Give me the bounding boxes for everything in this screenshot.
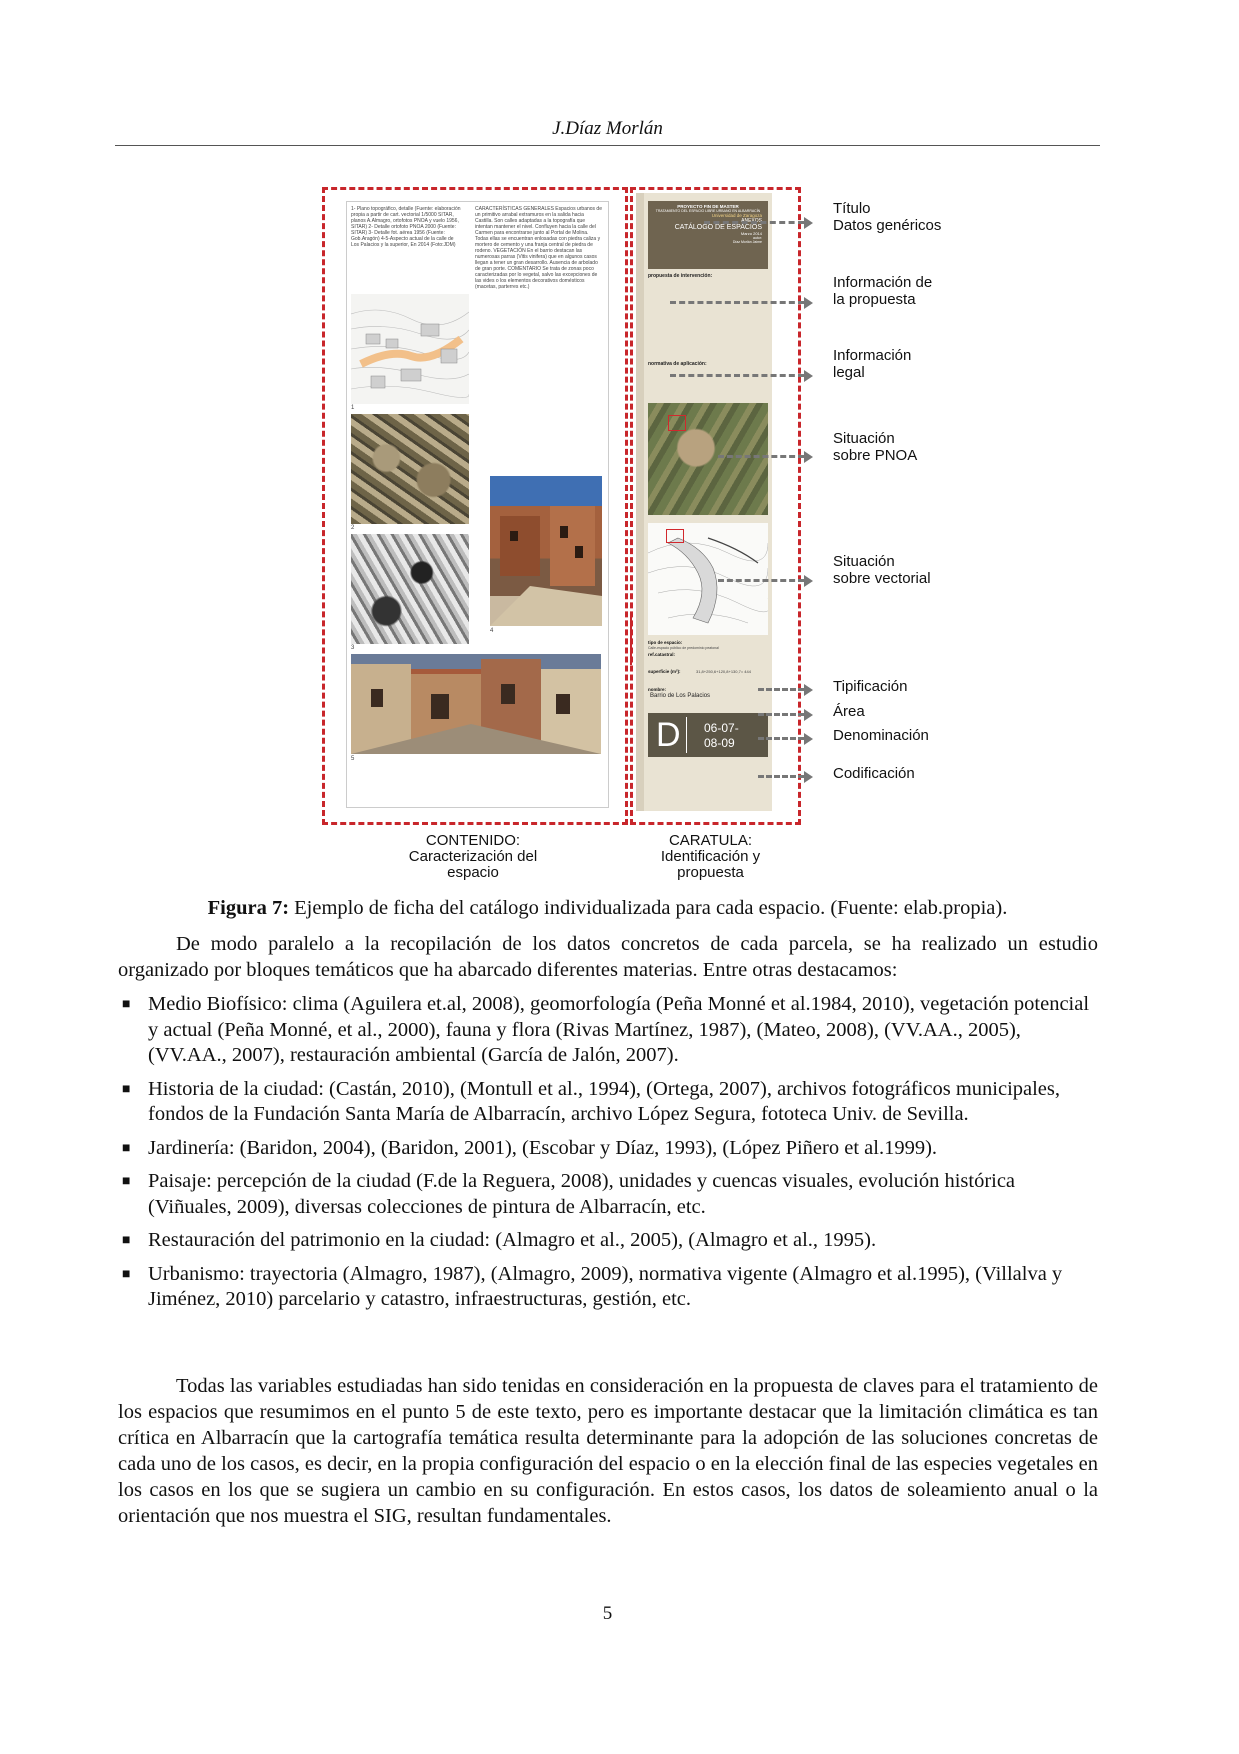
intro-paragraph: De modo paralelo a la recopilación de los datos concretos de cada parcela, se ha realizado un estudio organizado por bloques temáticos que ha abarcado diferentes materias. Entre otras destacamos:	[118, 933, 1098, 981]
bullet-icon: ■	[122, 1266, 131, 1282]
topographic-map	[351, 294, 469, 404]
arrow-head-type	[804, 684, 813, 696]
cover-author: Díaz Morlán Jaime	[732, 240, 762, 244]
figure-caption	[115, 897, 1100, 920]
arrow-code	[758, 775, 804, 778]
pnoa-highlight-box	[668, 415, 686, 431]
figure-number-3: 3	[351, 645, 355, 651]
cover-area-value: 31,8+250,6+120,8+130,7= 444	[696, 669, 751, 674]
cover-university: Universidad de Zaragoza	[711, 213, 762, 218]
caption-content	[358, 833, 588, 881]
aerial-photo-pnoa	[351, 414, 469, 524]
arrow-pnoa	[718, 455, 804, 458]
list-item	[118, 992, 1098, 1069]
running-header: J.Díaz Morlán	[552, 118, 663, 139]
arrow-head-vector	[804, 575, 813, 587]
cover-type-value: Calle-espacio público de predominio peatonal	[648, 646, 719, 650]
bullet-icon: ■	[122, 1140, 131, 1156]
list-item	[118, 1169, 1098, 1220]
code-line2: 08-09	[704, 736, 735, 750]
label-area: Área	[833, 703, 865, 720]
cover-section-marker	[630, 615, 640, 665]
street-photo-4	[490, 476, 602, 626]
cover-type-label: tipo de espacio:	[648, 640, 683, 645]
list-item-text: Restauración del patrimonio en la ciudad: (Almagro et al., 2005), (Almagro et al., 1995).	[148, 1229, 877, 1251]
label-proposal-line2: la propuesta	[833, 291, 916, 308]
list-item-text: Jardinería: (Baridon, 2004), (Baridon, 2001), (Escobar y Díaz, 1993), (López Piñero et al.1999).	[148, 1136, 938, 1159]
arrow-type	[758, 688, 804, 691]
bullet-icon: ■	[122, 997, 131, 1012]
figure	[318, 183, 953, 883]
arrow-title	[704, 221, 804, 224]
bullet-icon: ■	[122, 1174, 131, 1189]
cover-head-line2: TRATAMIENTO DEL ESPACIO LIBRE URBANO EN ALBARRACÍN	[655, 209, 761, 213]
cover-name-value: Barrio de Los Palacios	[650, 693, 711, 699]
label-pnoa	[833, 430, 917, 464]
cover-side-strip	[636, 193, 644, 811]
caption-cover-line3: propuesta	[677, 864, 744, 881]
list-item	[118, 1262, 1098, 1313]
list-item	[118, 1228, 1098, 1254]
cover-code-block	[648, 713, 768, 757]
bullet-icon: ■	[122, 1233, 131, 1248]
cover-sheet	[636, 193, 772, 811]
arrow-head-name	[804, 733, 813, 745]
bullet-list	[118, 992, 1098, 1321]
cover-name-label: nombre:	[648, 687, 666, 692]
arrow-head-legal	[804, 370, 813, 382]
cover-annex: ANEXOS	[741, 218, 762, 224]
figure-number-2: 2	[351, 525, 355, 531]
label-vector-line1: Situación	[833, 553, 895, 570]
cover-author-label: autor:	[753, 236, 762, 240]
list-item-text: Urbanismo: trayectoria (Almagro, 1987), (Almagro, 2009), normativa vigente (Almagro et al.1995), (Villalva y Jiménez, 2010) parcelario y catastro, infraestructuras, gestión, etc.	[148, 1262, 1063, 1310]
code-line1: 06-07-	[704, 721, 739, 735]
list-item-text: Paisaje: percepción de la ciudad (F.de la Reguera, 2008), unidades y cuencas visuales, evolución histórica (Viñuales, 2009), diversas colecciones de pintura de Albarracín, etc.	[148, 1170, 1016, 1218]
caption-content-line3: espacio	[447, 864, 499, 881]
cover-catalog-title: CATÁLOGO DE ESPACIOS	[674, 224, 762, 231]
list-item	[118, 1077, 1098, 1128]
caption-content-line1: CONTENIDO:	[425, 832, 521, 849]
figure-caption-label: Figura 7:	[207, 897, 290, 919]
label-proposal	[833, 274, 932, 308]
label-type: Tipificación	[833, 678, 908, 695]
arrow-name	[758, 737, 804, 740]
cover-pnoa-map	[648, 403, 768, 515]
cover-area-label: superficie (m²):	[648, 669, 681, 674]
figure-caption-text: Ejemplo de ficha del catálogo individualizada para cada espacio. (Fuente: elab.propia).	[289, 897, 1008, 919]
label-legal-line2: legal	[833, 364, 865, 381]
caption-content-line2: Caracterización del	[408, 848, 538, 865]
caption-cover	[618, 833, 803, 881]
vector-highlight-box	[666, 529, 684, 543]
closing-paragraph: Todas las variables estudiadas han sido tenidas en consideración en la propuesta de claves para el tratamiento de los espacios que resumimos en el punto 5 de este texto, pero es importante destacar que la limitación climática es tan crítica en Albarracín que la cartografía temática resulta determinante para la adopción de las soluciones concretas de cada uno de los casos, es decir, en la propia configuración del espacio o en la elección final de las especies vegetales en los casos en los que se sugiera un cambio en su configuración. En estos casos, los datos de soleamiento anual o la orientación que nos muestra el SIG, resultan fundamentales.	[118, 1375, 1098, 1527]
label-title-line1: Título	[833, 200, 871, 217]
arrow-vector	[718, 579, 804, 582]
cover-legal-label: normativa de aplicación:	[648, 361, 707, 367]
page-number: 5	[602, 1603, 613, 1624]
arrow-head-code	[804, 771, 813, 783]
code-letter: D	[656, 716, 681, 754]
label-code: Codificación	[833, 765, 915, 782]
cover-proposal-label: propuesta de intervención:	[648, 273, 713, 279]
label-vector	[833, 553, 931, 587]
content-sheet	[346, 201, 609, 808]
street-photo-5	[351, 654, 601, 754]
header-rule	[115, 145, 1100, 146]
figure-number-1: 1	[351, 405, 355, 411]
list-item	[118, 1136, 1098, 1162]
code-letter-divider	[686, 717, 687, 753]
caption-cover-line1: CARATULA:	[668, 832, 753, 849]
cover-head-line1: PROYECTO FIN DE MASTER	[677, 204, 739, 209]
sheet-notes-col2: CARACTERÍSTICAS GENERALES Espacios urbanos de un primitivo arrabal extramuros en la salida hacia Castilla. Son calles adaptadas a la topografía que intentan mantener el nivel. Confluyen hacia la calle del Carmen para encontrarse junto al Portal de Molina. Todas ellas se encuentran enlosadas con piedra caliza y mortero de cemento y una franja central de piedra de rodeno. VEGETACIÓN En el barrio destacan las numerosas parras (Vitis vinifera) que en algunos casos llegan a tener un gran desarrollo. Ausencia de arbolado de gran porte. COMENTARIO Se trata de zonas poco caracterizadas por lo vegetal, salvo las excepciones de las vides o los elementos decorativos domésticos (macetas, parterres etc.)	[475, 206, 602, 290]
arrow-head-pnoa	[804, 451, 813, 463]
cover-ref-label: ref.catastral:	[648, 652, 676, 657]
cover-date: Marzo 2014	[740, 231, 762, 236]
arrow-head-area	[804, 709, 813, 721]
label-pnoa-line2: sobre PNOA	[833, 447, 918, 464]
label-legal	[833, 347, 911, 381]
label-name: Denominación	[833, 727, 929, 744]
figure-number-4: 4	[490, 628, 494, 634]
label-title-line2: Datos genéricos	[833, 217, 942, 234]
cover-title-block	[648, 201, 768, 269]
bullet-icon: ■	[122, 1081, 131, 1097]
figure-number-5: 5	[351, 756, 355, 762]
label-title	[833, 200, 941, 234]
label-legal-line1: Información	[833, 347, 912, 364]
arrow-head-proposal	[804, 297, 813, 309]
aerial-photo-1956	[351, 534, 469, 644]
label-proposal-line1: Información de	[833, 274, 933, 291]
sheet-notes-col1: 1- Plano topográfico, detalle (Fuente: elaboración propia a partir de cart. vectorial 1/5000 SITAR, planos A.Almagro, ortofotos PNOA y vuelo 1956, SITAR) 2- Detalle ortofoto PNOA 2000 (Fuente: SITAR) 3- Detalle fot. aérea 1956 (Fuente: Gob.Aragón) 4-5-Aspecto actual de la calle de Los Palacios y la superior, En 2014 (Foto:JDM)	[351, 206, 461, 248]
arrow-proposal	[670, 301, 804, 304]
caption-cover-line2: Identificación y	[660, 848, 761, 865]
arrow-area	[758, 713, 804, 716]
list-item-text: Medio Biofísico: clima (Aguilera et.al, 2008), geomorfología (Peña Monné et al.1984, 2010), vegetación potencial y actual (Peña Monné, et al., 2000), fauna y flora (Rivas Martínez, 1987), (Mateo, 2008), (VV.AA., 2005), (VV.AA., 2007), restauración ambiental (García de Jalón, 2007).	[148, 993, 1090, 1066]
label-vector-line2: sobre vectorial	[833, 570, 931, 587]
label-pnoa-line1: Situación	[833, 430, 895, 447]
arrow-legal	[670, 374, 804, 377]
list-item-text: Historia de la ciudad: (Castán, 2010), (Montull et al., 1994), (Ortega, 2007), archivos fotográficos municipales, fondos de la Fundación Santa María de Albarracín, archivo López Segura, fototeca Univ. de Sevilla.	[148, 1077, 1061, 1125]
arrow-head-title	[804, 217, 813, 229]
